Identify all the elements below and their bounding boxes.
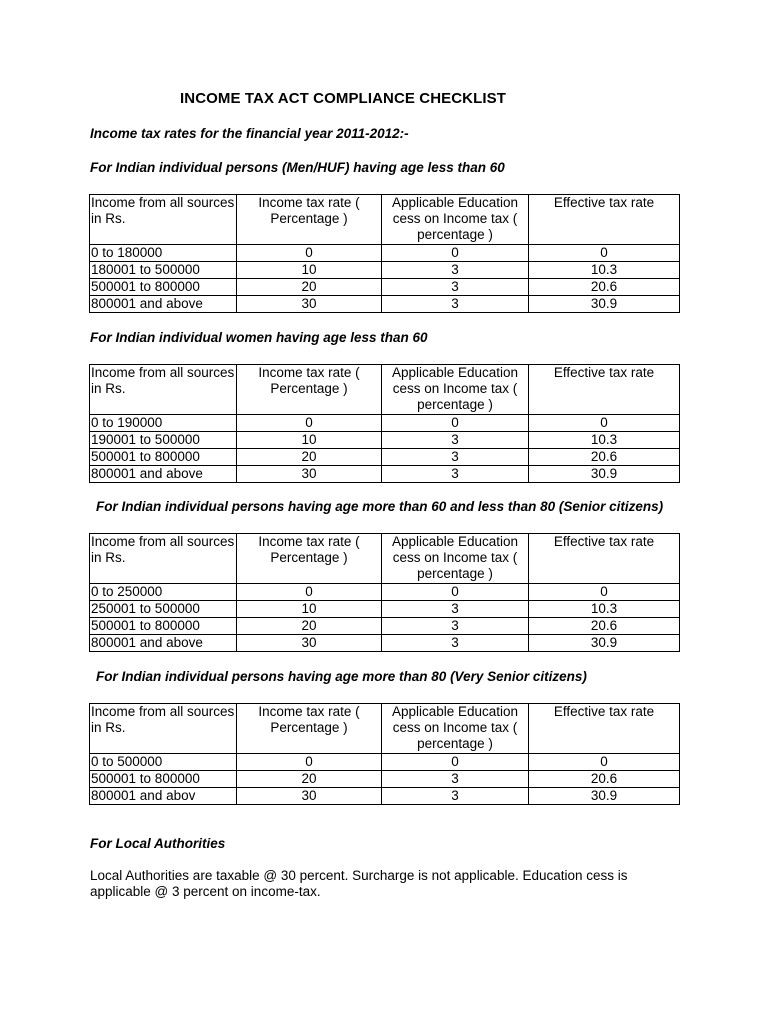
cell-effective-rate: 10.3	[529, 601, 680, 618]
cell-education-cess: 3	[382, 262, 529, 279]
cell-education-cess: 3	[382, 635, 529, 652]
cell-education-cess: 0	[382, 245, 529, 262]
header-tax-rate: Income tax rate ( Percentage )	[237, 534, 382, 584]
cell-effective-rate: 10.3	[529, 262, 680, 279]
cell-income-range: 800001 and above	[90, 635, 237, 652]
table-row	[90, 296, 680, 313]
header-education-cess: Applicable Education cess on Income tax ( percentage )	[382, 365, 529, 415]
cell-income-range: 800001 and above	[90, 466, 237, 483]
cell-income-range: 800001 and above	[90, 296, 237, 313]
cell-effective-rate: 20.6	[529, 771, 680, 788]
cell-tax-rate: 0	[237, 415, 382, 432]
cell-tax-rate: 0	[237, 245, 382, 262]
document-title: INCOME TAX ACT COMPLIANCE CHECKLIST	[180, 90, 506, 107]
header-effective-rate: Effective tax rate	[529, 365, 680, 415]
cell-education-cess: 3	[382, 771, 529, 788]
cell-education-cess: 3	[382, 601, 529, 618]
cell-income-range: 500001 to 800000	[90, 279, 237, 296]
cell-education-cess: 3	[382, 788, 529, 805]
section-heading-senior: For Indian individual persons having age more than 60 and less than 80 (Senior citizens)	[96, 499, 664, 514]
table-row	[90, 771, 680, 788]
cell-tax-rate: 20	[237, 449, 382, 466]
cell-income-range: 500001 to 800000	[90, 449, 237, 466]
section-heading-very-senior: For Indian individual persons having age more than 80 (Very Senior citizens)	[96, 669, 587, 684]
cell-income-range: 0 to 180000	[90, 245, 237, 262]
header-education-cess: Applicable Education cess on Income tax ( percentage )	[382, 704, 529, 754]
rates-heading: Income tax rates for the financial year 2011-2012:-	[90, 126, 409, 141]
header-income: Income from all sources in Rs.	[90, 195, 237, 245]
cell-income-range: 0 to 190000	[90, 415, 237, 432]
header-education-cess: Applicable Education cess on Income tax ( percentage )	[382, 534, 529, 584]
table-header-row	[90, 534, 680, 584]
cell-tax-rate: 20	[237, 279, 382, 296]
tax-table-senior	[89, 533, 680, 652]
table-row	[90, 788, 680, 805]
cell-effective-rate: 30.9	[529, 296, 680, 313]
table-row	[90, 601, 680, 618]
header-tax-rate: Income tax rate ( Percentage )	[237, 365, 382, 415]
table-header-row	[90, 195, 680, 245]
cell-income-range: 190001 to 500000	[90, 432, 237, 449]
tax-table-very-senior	[89, 703, 680, 805]
cell-tax-rate: 30	[237, 296, 382, 313]
cell-education-cess: 3	[382, 279, 529, 296]
tax-table-women	[89, 364, 680, 483]
table-row	[90, 754, 680, 771]
cell-effective-rate: 0	[529, 245, 680, 262]
header-effective-rate: Effective tax rate	[529, 704, 680, 754]
cell-income-range: 250001 to 500000	[90, 601, 237, 618]
local-authorities-heading: For Local Authorities	[90, 836, 226, 851]
tax-table-men	[89, 194, 680, 313]
cell-income-range: 0 to 250000	[90, 584, 237, 601]
table-row	[90, 262, 680, 279]
cell-effective-rate: 30.9	[529, 788, 680, 805]
cell-education-cess: 3	[382, 432, 529, 449]
table-header-row	[90, 704, 680, 754]
cell-education-cess: 0	[382, 754, 529, 771]
cell-tax-rate: 30	[237, 635, 382, 652]
cell-education-cess: 3	[382, 466, 529, 483]
cell-education-cess: 3	[382, 449, 529, 466]
header-tax-rate: Income tax rate ( Percentage )	[237, 195, 382, 245]
cell-effective-rate: 0	[529, 584, 680, 601]
header-income: Income from all sources in Rs.	[90, 704, 237, 754]
table-row	[90, 432, 680, 449]
cell-education-cess: 0	[382, 415, 529, 432]
header-tax-rate: Income tax rate ( Percentage )	[237, 704, 382, 754]
cell-income-range: 800001 and abov	[90, 788, 237, 805]
cell-tax-rate: 10	[237, 262, 382, 279]
cell-tax-rate: 10	[237, 432, 382, 449]
table-row	[90, 415, 680, 432]
cell-tax-rate: 20	[237, 771, 382, 788]
cell-tax-rate: 0	[237, 584, 382, 601]
cell-income-range: 500001 to 800000	[90, 618, 237, 635]
cell-effective-rate: 0	[529, 754, 680, 771]
header-effective-rate: Effective tax rate	[529, 195, 680, 245]
cell-effective-rate: 10.3	[529, 432, 680, 449]
table-row	[90, 279, 680, 296]
table-row	[90, 618, 680, 635]
cell-income-range: 0 to 500000	[90, 754, 237, 771]
cell-education-cess: 3	[382, 618, 529, 635]
table-row	[90, 449, 680, 466]
cell-tax-rate: 20	[237, 618, 382, 635]
local-authorities-text: Local Authorities are taxable @ 30 percent. Surcharge is not applicable. Education cess is applicable @ 3 percent on income-tax.	[90, 868, 628, 899]
table-row	[90, 635, 680, 652]
header-income: Income from all sources in Rs.	[90, 365, 237, 415]
cell-education-cess: 0	[382, 584, 529, 601]
cell-tax-rate: 0	[237, 754, 382, 771]
cell-effective-rate: 30.9	[529, 466, 680, 483]
cell-education-cess: 3	[382, 296, 529, 313]
table-header-row	[90, 365, 680, 415]
cell-tax-rate: 30	[237, 788, 382, 805]
cell-tax-rate: 30	[237, 466, 382, 483]
table-row	[90, 584, 680, 601]
section-heading-women: For Indian individual women having age less than 60	[90, 330, 428, 345]
cell-effective-rate: 20.6	[529, 279, 680, 296]
table-row	[90, 466, 680, 483]
cell-income-range: 500001 to 800000	[90, 771, 237, 788]
header-effective-rate: Effective tax rate	[529, 534, 680, 584]
cell-income-range: 180001 to 500000	[90, 262, 237, 279]
cell-effective-rate: 0	[529, 415, 680, 432]
cell-tax-rate: 10	[237, 601, 382, 618]
cell-effective-rate: 20.6	[529, 618, 680, 635]
cell-effective-rate: 20.6	[529, 449, 680, 466]
section-heading-men: For Indian individual persons (Men/HUF) having age less than 60	[90, 160, 505, 175]
cell-effective-rate: 30.9	[529, 635, 680, 652]
header-education-cess: Applicable Education cess on Income tax ( percentage )	[382, 195, 529, 245]
table-row	[90, 245, 680, 262]
header-income: Income from all sources in Rs.	[90, 534, 237, 584]
